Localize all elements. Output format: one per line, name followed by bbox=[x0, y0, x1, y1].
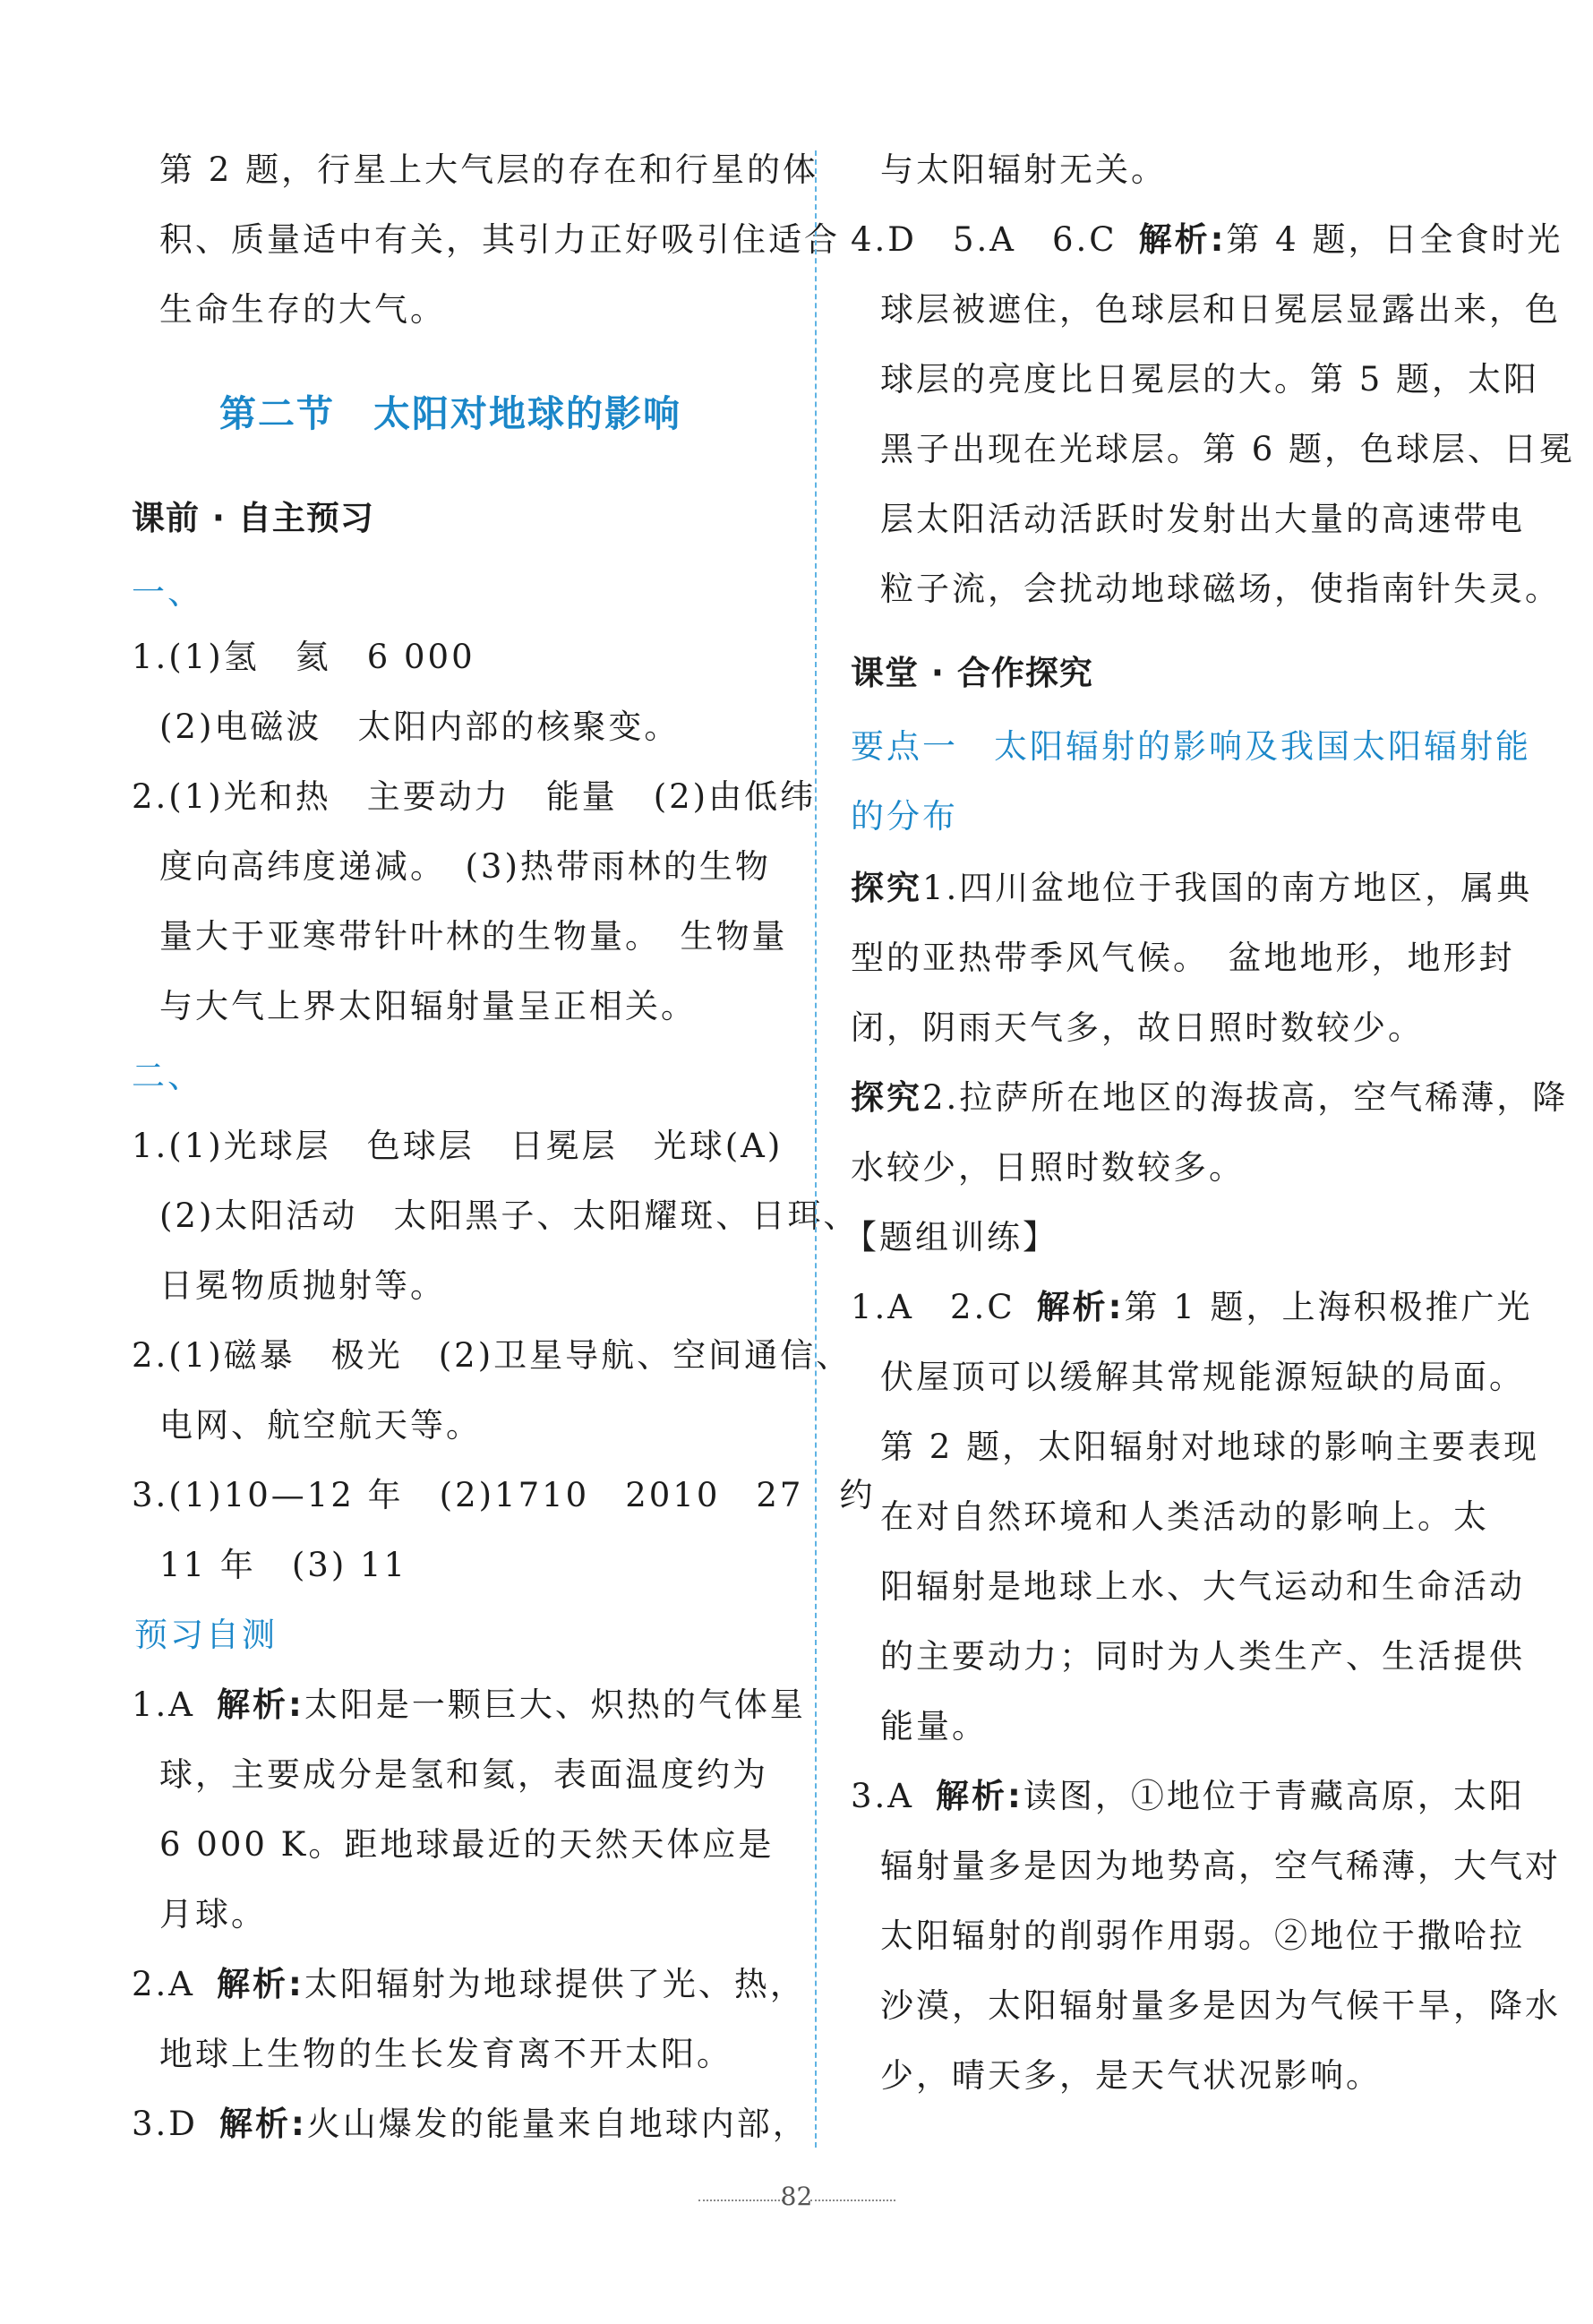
intro-line-2: 积、质量适中有关，其引力正好吸引住适合 bbox=[159, 220, 840, 259]
g3-line-5: 少，晴天多，是天气状况影响。 bbox=[880, 2056, 1382, 2095]
p1-line-1 bbox=[132, 1684, 806, 1727]
p2-answer: 2.A bbox=[132, 1965, 196, 2003]
p1-line-4: 月球。 bbox=[159, 1895, 267, 1934]
footer-rule-right bbox=[810, 2200, 895, 2201]
g1-line-5: 阳辐射是地球上水、大气运动和生命活动 bbox=[880, 1567, 1525, 1606]
continued-line: 与太阳辐射无关。 bbox=[880, 150, 1167, 189]
r2-line-1: 2.(1)磁暴 极光 (2)卫星导航、空间通信、 bbox=[132, 1336, 852, 1375]
a4-line-2: 球层被遮住，色球层和日冕层显露出来，色 bbox=[880, 290, 1561, 329]
g3-line-4: 沙漠，太阳辐射量多是因为气候干旱，降水 bbox=[880, 1986, 1561, 2025]
p3-answer: 3.D bbox=[132, 2105, 198, 2143]
p1-text: 太阳是一颗巨大、炽热的气体星 bbox=[304, 1685, 806, 1724]
explore2-line-1 bbox=[851, 1076, 1568, 1119]
page-footer bbox=[0, 2178, 1593, 2223]
subsection-2: 二、 bbox=[132, 1057, 203, 1095]
r1-line-1: 1.(1)光球层 色球层 日冕层 光球(A) bbox=[132, 1127, 784, 1165]
p3-text: 火山爆发的能量来自地球内部， bbox=[306, 2105, 809, 2143]
group-heading: 【题组训练】 bbox=[844, 1218, 1058, 1256]
g1-line-2: 伏屋顶可以缓解其常规能源短缺的局面。 bbox=[880, 1358, 1525, 1396]
g1-line-1 bbox=[851, 1286, 1533, 1329]
explore1-line-1 bbox=[851, 867, 1532, 910]
p3-analysis-label: 解析: bbox=[218, 2105, 307, 2143]
g1-text: 第 1 题，上海积极推广光 bbox=[1124, 1288, 1533, 1326]
preview-heading: 预习自测 bbox=[134, 1616, 278, 1654]
q2-line-1: 2.(1)光和热 主要动力 能量 (2)由低纬 bbox=[132, 777, 817, 816]
r3-line-1: 3.(1)10—12 年 (2)1710 2010 27 约 bbox=[132, 1476, 876, 1514]
p2-line-1 bbox=[132, 1963, 806, 2006]
g1-analysis-label: 解析: bbox=[1036, 1288, 1125, 1326]
q1-line-2: (2)电磁波 太阳内部的核聚变。 bbox=[159, 707, 681, 746]
a4-line-3: 球层的亮度比日冕层的大。第 5 题，太阳 bbox=[880, 360, 1540, 399]
q2-line-4: 与大气上界太阳辐射量呈正相关。 bbox=[159, 987, 697, 1025]
point1-line-2: 的分布 bbox=[851, 797, 958, 836]
a4-answers: 4.D 5.A 6.C bbox=[851, 220, 1118, 259]
explore1-text: 1.四川盆地位于我国的南方地区，属典 bbox=[922, 869, 1533, 907]
g1-line-3: 第 2 题，太阳辐射对地球的影响主要表现 bbox=[880, 1428, 1540, 1466]
subsection-1: 一、 bbox=[132, 573, 203, 612]
r1-line-3: 日冕物质抛射等。 bbox=[159, 1266, 446, 1305]
q2-line-2: 度向高纬度递减。 (3)热带雨林的生物 bbox=[159, 847, 771, 886]
part2-heading: 课堂 · 合作探究 bbox=[851, 654, 1093, 692]
g3-answer: 3.A bbox=[851, 1777, 915, 1815]
p2-analysis-label: 解析: bbox=[217, 1965, 304, 2003]
a4-line-1 bbox=[851, 219, 1563, 262]
p1-line-2: 球，主要成分是氢和氦，表面温度约为 bbox=[159, 1755, 768, 1794]
g1-answers: 1.A 2.C bbox=[851, 1288, 1015, 1326]
p2-text: 太阳辐射为地球提供了光、热， bbox=[304, 1965, 806, 2003]
p1-answer: 1.A bbox=[132, 1685, 196, 1724]
a4-text: 第 4 题，日全食时光 bbox=[1226, 220, 1563, 259]
p1-analysis-label: 解析: bbox=[217, 1685, 304, 1724]
a4-line-4: 黑子出现在光球层。第 6 题，色球层、日冕 bbox=[880, 430, 1576, 468]
q1-line-1: 1.(1)氢 氦 6 000 bbox=[132, 638, 475, 676]
r1-line-2: (2)太阳活动 太阳黑子、太阳耀斑、日珥、 bbox=[159, 1196, 860, 1235]
explore2-line-2: 水较少，日照时数较多。 bbox=[851, 1148, 1245, 1187]
g3-line-3: 太阳辐射的削弱作用弱。②地位于撒哈拉 bbox=[880, 1917, 1525, 1955]
page-number: 82 bbox=[780, 2182, 813, 2211]
explore1-label: 探究 bbox=[851, 869, 922, 907]
explore2-text: 2.拉萨所在地区的海拔高，空气稀薄，降 bbox=[922, 1078, 1569, 1117]
intro-line-1: 第 2 题，行星上大气层的存在和行星的体 bbox=[159, 150, 819, 189]
a4-line-6: 粒子流，会扰动地球磁场，使指南针失灵。 bbox=[880, 570, 1561, 608]
section-title: 第二节 太阳对地球的影响 bbox=[219, 392, 681, 435]
g3-line-1 bbox=[851, 1775, 1525, 1818]
g1-line-7: 能量。 bbox=[880, 1707, 988, 1745]
explore1-line-3: 闭，阴雨天气多，故日照时数较少。 bbox=[851, 1008, 1424, 1047]
column-divider bbox=[815, 150, 817, 2148]
p2-line-2: 地球上生物的生长发育离不开太阳。 bbox=[159, 2035, 732, 2073]
g3-text: 读图，①地位于青藏高原，太阳 bbox=[1023, 1777, 1525, 1815]
r3-line-2: 11 年 (3) 11 bbox=[159, 1546, 408, 1584]
intro-line-3: 生命生存的大气。 bbox=[159, 290, 446, 329]
r2-line-2: 电网、航空航天等。 bbox=[159, 1406, 482, 1445]
part1-heading: 课前 · 自主预习 bbox=[132, 499, 374, 537]
g1-line-6: 的主要动力；同时为人类生产、生活提供 bbox=[880, 1637, 1525, 1676]
g3-analysis-label: 解析: bbox=[936, 1777, 1023, 1815]
a4-analysis-label: 解析: bbox=[1138, 220, 1227, 259]
p3-line-1 bbox=[132, 2103, 809, 2146]
explore2-label: 探究 bbox=[851, 1078, 922, 1117]
a4-line-5: 层太阳活动活跃时发射出大量的高速带电 bbox=[880, 500, 1525, 538]
g1-line-4: 在对自然环境和人类活动的影响上。太 bbox=[880, 1497, 1489, 1536]
g3-line-2: 辐射量多是因为地势高，空气稀薄，大气对 bbox=[880, 1847, 1561, 1885]
q2-line-3: 量大于亚寒带针叶林的生物量。 生物量 bbox=[159, 917, 788, 956]
explore1-line-2: 型的亚热带季风气候。 盆地地形，地形封 bbox=[851, 939, 1515, 977]
p1-line-3: 6 000 K。距地球最近的天然天体应是 bbox=[159, 1825, 775, 1864]
point1-line-1: 要点一 太阳辐射的影响及我国太阳辐射能 bbox=[851, 727, 1531, 766]
